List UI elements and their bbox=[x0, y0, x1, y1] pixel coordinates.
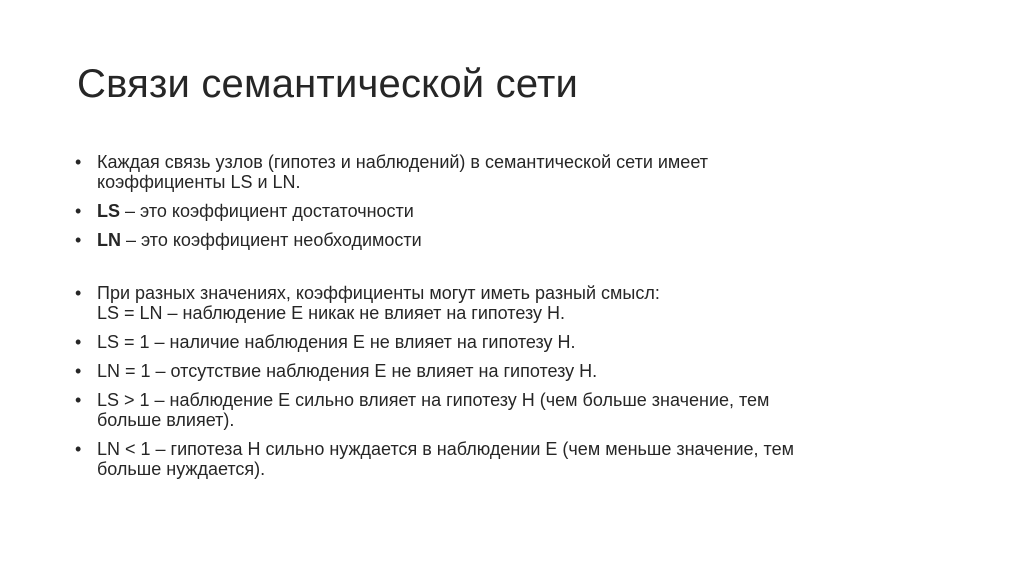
bullet-item-ln-equals-1 bbox=[72, 361, 952, 381]
term-ls: LS bbox=[97, 201, 121, 221]
term-ln: LN bbox=[97, 230, 121, 250]
definition-text: – это коэффициент необходимости bbox=[121, 230, 422, 250]
slide-title: Связи семантической сети bbox=[77, 62, 579, 106]
bullet-item-ls-definition bbox=[72, 201, 952, 221]
bullet-line: коэффициенты LS и LN. bbox=[97, 172, 301, 192]
definition-text: – это коэффициент достаточности bbox=[120, 201, 414, 221]
bullet-dot-icon: • bbox=[75, 361, 82, 381]
bullet-dot-icon: • bbox=[75, 283, 82, 303]
bullet-item-meanings bbox=[72, 283, 952, 323]
bullet-line: LN = 1 – отсутствие наблюдения Е не влияет на гипотезу H. bbox=[97, 361, 598, 381]
bullet-text bbox=[97, 230, 952, 250]
bullet-dot-icon: • bbox=[75, 230, 82, 250]
bullet-text bbox=[97, 283, 952, 323]
bullet-text bbox=[97, 390, 952, 430]
bullet-line: LS = LN – наблюдение Е никак не влияет на гипотезу H. bbox=[97, 303, 565, 323]
bullet-text bbox=[97, 201, 952, 221]
bullet-text bbox=[97, 332, 952, 352]
bullet-line: LS = 1 – наличие наблюдения Е не влияет на гипотезу H. bbox=[97, 332, 576, 352]
bullet-text bbox=[97, 152, 952, 192]
bullet-line: При разных значениях, коэффициенты могут иметь разный смысл: bbox=[97, 283, 660, 303]
bullet-list bbox=[72, 152, 952, 488]
bullet-line: LS > 1 – наблюдение Е сильно влияет на гипотезу H (чем больше значение, тем bbox=[97, 390, 770, 410]
bullet-dot-icon: • bbox=[75, 439, 82, 459]
bullet-line: LN < 1 – гипотеза H сильно нуждается в наблюдении Е (чем меньше значение, тем bbox=[97, 439, 794, 459]
bullet-dot-icon: • bbox=[75, 332, 82, 352]
bullet-text bbox=[97, 439, 952, 479]
bullet-item-ln-definition bbox=[72, 230, 952, 250]
bullet-item-ls-equals-1 bbox=[72, 332, 952, 352]
bullet-dot-icon: • bbox=[75, 390, 82, 410]
bullet-dot-icon: • bbox=[75, 152, 82, 172]
bullet-item-ln-less-1 bbox=[72, 439, 952, 479]
bullet-text bbox=[97, 361, 952, 381]
bullet-line: больше нуждается). bbox=[97, 459, 266, 479]
bullet-item-ls-greater-1 bbox=[72, 390, 952, 430]
bullet-dot-icon: • bbox=[75, 201, 82, 221]
bullet-line: больше влияет). bbox=[97, 410, 235, 430]
bullet-line: Каждая связь узлов (гипотез и наблюдений) в семантической сети имеет bbox=[97, 152, 708, 172]
bullet-item-links bbox=[72, 152, 952, 192]
